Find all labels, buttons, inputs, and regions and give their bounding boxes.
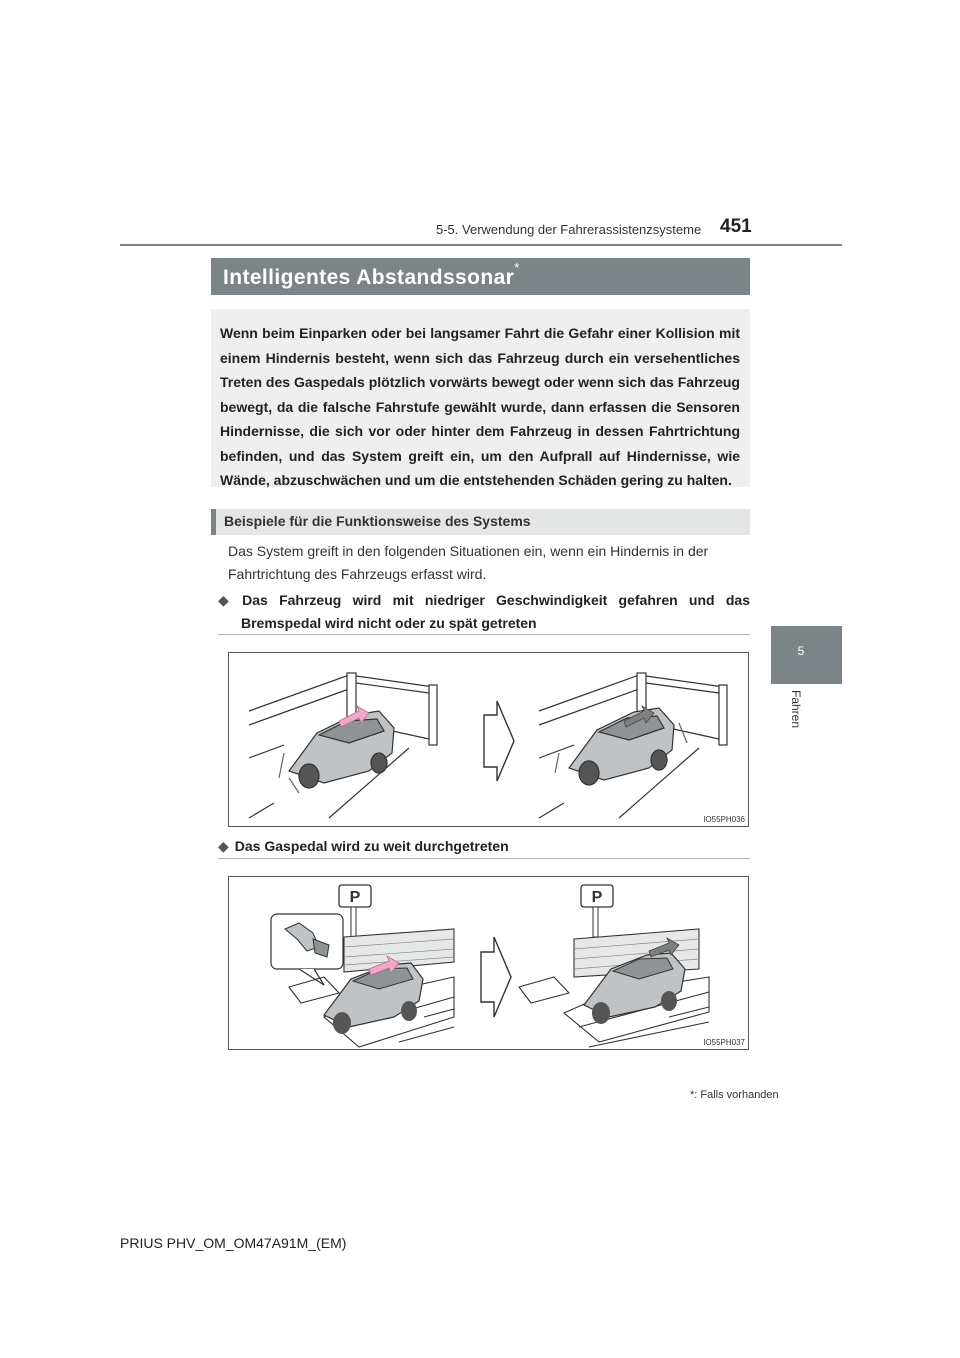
example-heading-1-text: Das Fahrzeug wird mit niedriger Geschwindigkeit gefahren und das Bremspedal wird nicht oder zu spät getreten — [241, 592, 750, 631]
figure-accelerator — [228, 876, 749, 1050]
chapter-number: 5 — [797, 644, 805, 658]
low-speed-illustration — [229, 653, 748, 826]
page-title — [211, 258, 750, 295]
divider — [218, 858, 750, 859]
page-title-text: Intelligentes Abstandssonar — [223, 266, 515, 289]
diamond-bullet-icon: ◆ — [218, 838, 229, 854]
page-number: 451 — [720, 216, 752, 237]
footnote: *: Falls vorhanden — [690, 1089, 779, 1101]
availability-marker: * — [514, 260, 520, 275]
transition-arrow-icon — [484, 701, 514, 781]
parking-sign-letter: P — [349, 889, 361, 906]
figure-code: IO55PH037 — [703, 1038, 745, 1047]
chapter-tab — [771, 626, 842, 684]
accelerator-illustration — [229, 877, 748, 1049]
diamond-bullet-icon: ◆ — [218, 592, 237, 608]
divider — [218, 634, 750, 635]
example-heading-2 — [218, 835, 750, 858]
intro-text: Wenn beim Einparken oder bei langsamer Fahrt die Gefahr einer Kollision mit einem Hindernis besteht, wenn sich das Fahrzeug durch ein versehentliches Treten des Gaspedals plötzlich vorwärts bewegt oder wenn sich das Fahrzeug bewegt, da die falsche Fahrstufe gewählt wurde, dann erfassen die Sensoren Hindernisse, die sich vor oder hinter dem Fahrzeug in dessen Fahrtrichtung befinden, und das System greift ein, um den Aufprall auf Hindernisse, wie Wände, abzuschwächen und um die entstehenden Schäden gering zu halten. — [211, 309, 750, 487]
example-heading-2-text: Das Gaspedal wird zu weit durchgetreten — [234, 838, 509, 854]
transition-arrow-icon — [481, 937, 511, 1017]
subheading-text: Beispiele für die Funktionsweise des Systems — [224, 513, 531, 529]
body-paragraph: Das System greift in den folgenden Situationen ein, wenn ein Hindernis in der Fahrtrichtung des Fahrzeugs erfasst wird. — [228, 543, 709, 582]
chapter-label: Fahren — [789, 690, 803, 729]
section-title: 5-5. Verwendung der Fahrerassistenzsysteme — [436, 222, 702, 237]
figure-code: IO55PH036 — [703, 815, 745, 824]
parking-sign-letter: P — [591, 889, 603, 906]
example-heading-1 — [218, 589, 750, 635]
figure-low-speed — [228, 652, 749, 827]
subheading-bar — [211, 509, 216, 535]
document-code: PRIUS PHV_OM_OM47A91M_(EM) — [120, 1235, 347, 1251]
header-rule — [120, 244, 842, 246]
wall-left — [249, 675, 434, 713]
subheading — [211, 509, 750, 535]
